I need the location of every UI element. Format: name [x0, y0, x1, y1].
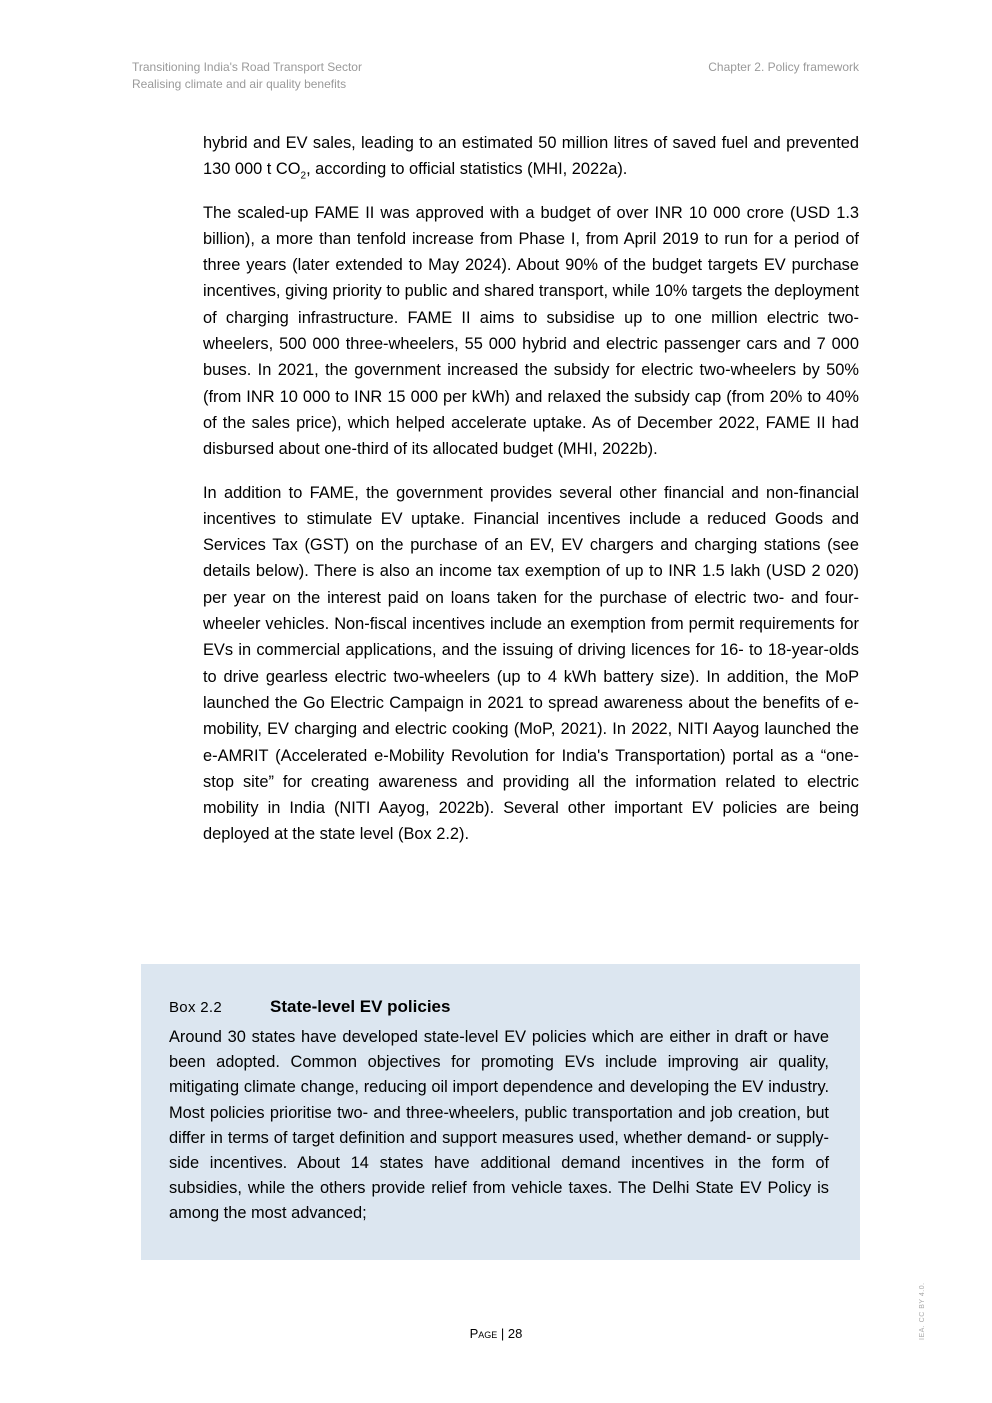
- box-title: State-level EV policies: [270, 997, 451, 1016]
- box-heading: [169, 997, 829, 1017]
- running-header-left: [132, 59, 362, 93]
- box-2-2: [141, 964, 860, 1260]
- page-number: 28: [507, 1326, 523, 1341]
- main-body: [203, 130, 859, 865]
- page-separator: |: [497, 1326, 508, 1341]
- document-subtitle: Realising climate and air quality benefits: [132, 77, 347, 91]
- paragraph-1: [203, 130, 859, 183]
- paragraph-1-text: hybrid and EV sales, leading to an estimated 50 million litres of saved fuel and prevented 130 000 t CO: [203, 134, 859, 179]
- document-title: Transitioning India's Road Transport Sector: [132, 60, 362, 74]
- paragraph-3: In addition to FAME, the government provides several other financial and non-financial incentives to stimulate EV uptake. Financial incentives include a reduced Goods and Services Tax (GST) on the purchase of an EV, EV chargers and charging stations (see details below). There is also an income tax exemption of up to INR 1.5 lakh (USD 2 020) per year on the interest paid on loans taken for the purchase of electric two- and four-wheeler vehicles. Non-fiscal incentives include an exemption from permit requirements for EVs in commercial applications, and the issuing of driving licences for 16- to 18-year-olds to drive gearless electric two-wheelers (up to 4 kWh battery size). In addition, the MoP launched the Go Electric Campaign in 2021 to spread awareness about the benefits of e-mobility, EV charging and electric cooking (MoP, 2021). In 2022, NITI Aayog launched the e-AMRIT (Accelerated e-Mobility Revolution for India's Transportation) portal as a “one-stop site” for creating awareness and providing all the information related to electric mobility in India (NITI Aayog, 2022b). Several other important EV policies are being deployed at the state level (Box 2.2).: [203, 483, 859, 844]
- box-label: Box 2.2: [169, 999, 222, 1016]
- chapter-header: Chapter 2. Policy framework: [708, 60, 859, 74]
- paragraph-1-tail: , according to official statistics (MHI, 2022a).: [306, 160, 628, 179]
- license-mark: IEA. CC BY 4.0.: [919, 1282, 926, 1340]
- box-text: Around 30 states have developed state-level EV policies which are either in draft or have been adopted. Common objectives for promoting EVs include improving air quality, mitigating climate change, reducing oil import dependence and developing the EV industry. Most policies prioritise two- and three-wheelers, public transportation and job creation, but differ in terms of target definition and support measures used, whether demand- or supply-side incentives. About 14 states have additional demand incentives in the form of subsidies, while the others provide relief from vehicle taxes. The Delhi State EV Policy is among the most advanced;: [169, 1028, 829, 1223]
- co2-subscript: 2: [300, 170, 307, 182]
- page-label: Page: [469, 1326, 498, 1341]
- page-footer: [0, 1326, 992, 1341]
- paragraph-2: The scaled-up FAME II was approved with a budget of over INR 10 000 crore (USD 1.3 billion), a more than tenfold increase from Phase I, from April 2019 to run for a period of three years (later extended to May 2024). About 90% of the budget targets EV purchase incentives, giving priority to public and shared transport, while 10% targets the deployment of charging infrastructure. FAME II aims to subsidise up to one million electric two-wheelers, 500 000 three-wheelers, 55 000 hybrid and electric passenger cars and 7 000 buses. In 2021, the government increased the subsidy for electric two-wheelers by 50% (from INR 10 000 to INR 15 000 per kWh) and relaxed the subsidy cap (from 20% to 40% of the sales price), which helped accelerate uptake. As of December 2022, FAME II had disbursed about one-third of its allocated budget (MHI, 2022b).: [203, 203, 859, 459]
